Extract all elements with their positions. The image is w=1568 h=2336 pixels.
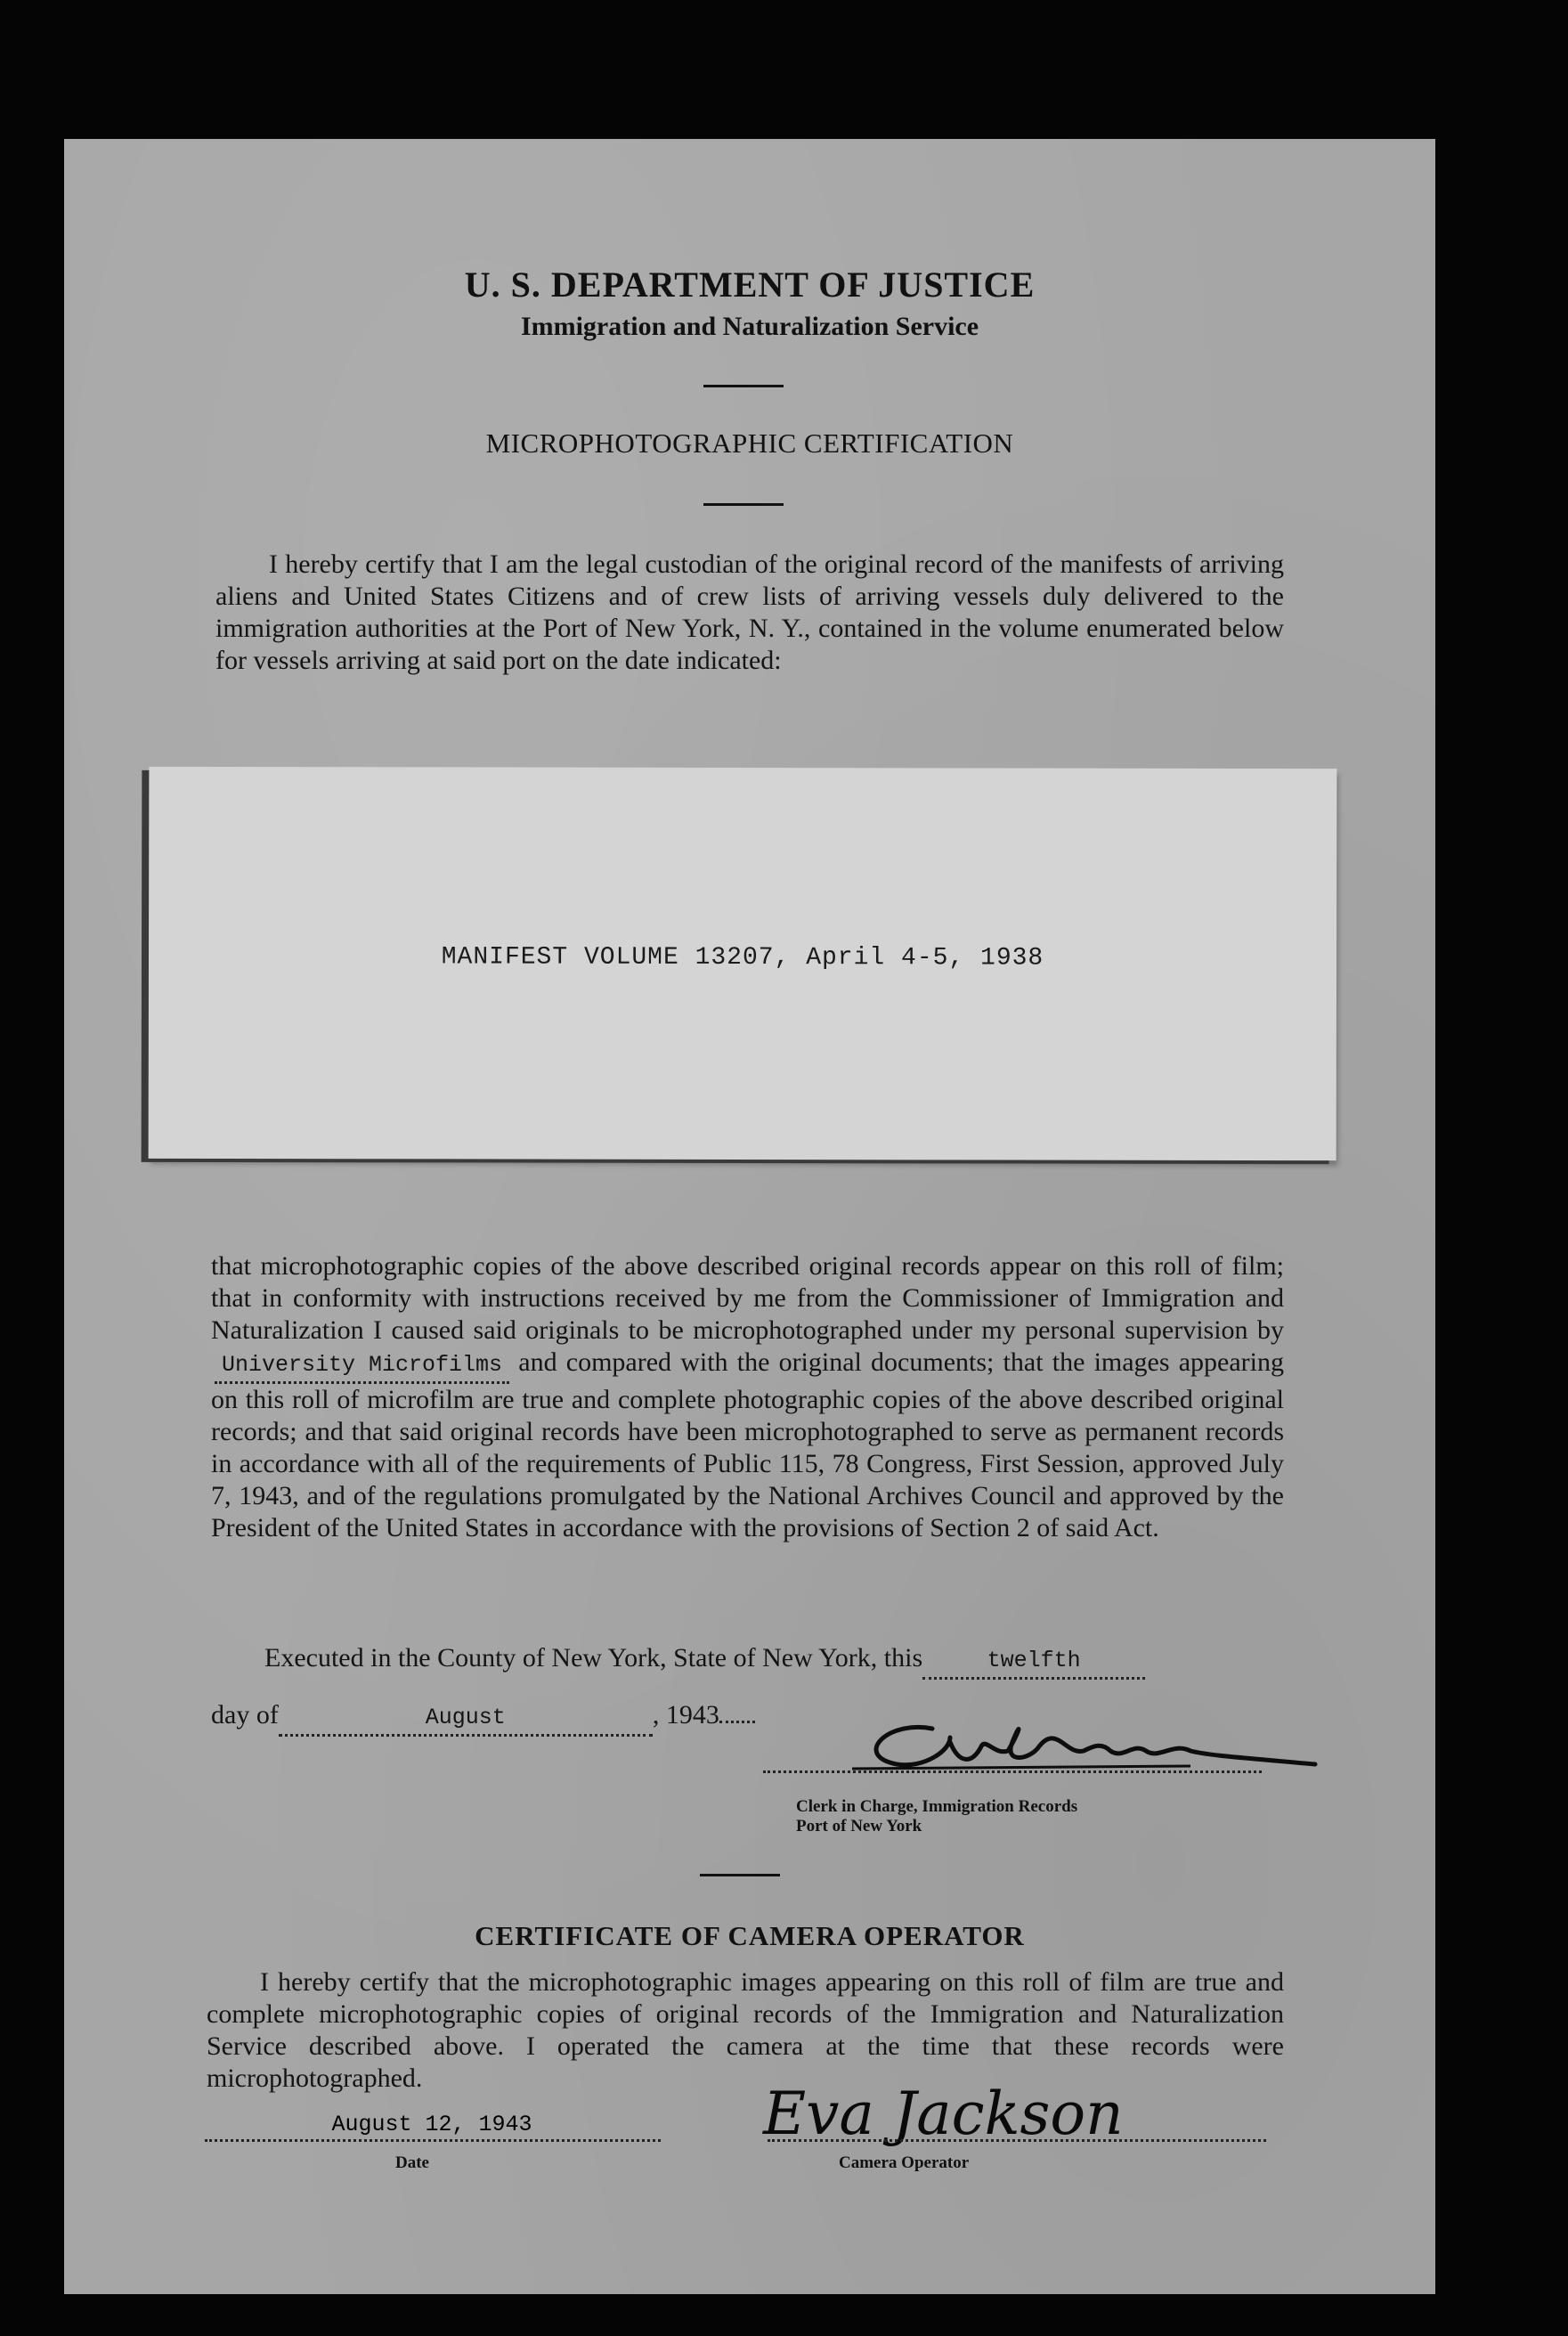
department-heading: U. S. DEPARTMENT OF JUSTICE — [464, 265, 1036, 305]
intro-text: I hereby certify that I am the legal custodian of the original record of the manifests of arriving aliens and United States Citizens and of crew lists of arriving vessels duly delivered to the immigration authorities at the Port of New York, N. Y., contained in the volume enumerated below for vessels arriving at said port on the date indicated: — [215, 549, 1284, 675]
operator-signature-image — [754, 2045, 1128, 2161]
day-value: twelfth — [987, 1648, 1081, 1673]
service-subheading: Immigration and Naturalization Service — [520, 312, 979, 341]
operator-signature-text: Eva Jackson — [763, 2080, 1124, 2148]
year-dots — [719, 1721, 755, 1723]
manifest-volume-slip — [149, 767, 1337, 1160]
intro-paragraph — [215, 549, 1284, 677]
clerk-title-line1: Clerk in Charge, Immigration Records — [796, 1797, 1078, 1816]
body-paragraph — [211, 1250, 1284, 1544]
date-line — [205, 2139, 661, 2142]
supervisor-value: University Microfilms — [222, 1352, 503, 1378]
camera-certificate-heading: CERTIFICATE OF CAMERA OPERATOR — [475, 1920, 1025, 1951]
executed-line — [264, 1642, 1288, 1680]
executed-text: Executed in the County of New York, State of New York, this — [264, 1643, 923, 1673]
operator-line — [768, 2139, 1266, 2142]
divider — [700, 1874, 780, 1876]
date-label: Date — [395, 2153, 429, 2172]
divider — [703, 503, 784, 506]
clerk-signature-line — [763, 1770, 1262, 1773]
month-value: August — [425, 1705, 506, 1730]
supervisor-field — [215, 1347, 509, 1384]
day-of-label: day of — [211, 1700, 279, 1730]
certificate-sheet — [64, 139, 1435, 2294]
clerk-title-line2: Port of New York — [796, 1817, 922, 1835]
body-text-part2: and compared with the original documents; that the images appearing on this roll of microfilm are true and complete photographic copies of the above described original records; and that said original records have been microphotographed to serve as permanent records in accordance with all of the requirements of Public 115, 78 Congress, First Session, approved July 7, 1943, and of the regulations promulgated by the National Archives Council and approved by the President of the United States in accordance with the provisions of Section 2 of said Act. — [211, 1347, 1284, 1542]
camera-text: I hereby certify that the microphotographic images appearing on this roll of film are true and complete microphotographic copies of original records of the Immigration and Naturalization Service described above. I operated the camera at the time that these records were microphotographed. — [207, 1967, 1284, 2093]
date-value: August 12, 1943 — [331, 2112, 532, 2137]
certification-title: MICROPHOTOGRAPHIC CERTIFICATION — [485, 427, 1014, 459]
month-field — [279, 1699, 653, 1737]
operator-label: Camera Operator — [839, 2153, 970, 2172]
divider — [703, 385, 784, 387]
day-field — [922, 1642, 1145, 1680]
body-text-part1: that microphotographic copies of the above described original records appear on this roll of film; that in conformity with instructions received by me from the Commissioner of Immigration and Naturalization I caused said originals to be microphotographed under my personal supervision by — [211, 1251, 1284, 1345]
manifest-volume-text: MANIFEST VOLUME 13207, April 4-5, 1938 — [441, 943, 1044, 973]
clerk-title — [796, 1797, 1077, 1836]
clerk-signature-image — [816, 1702, 1333, 1791]
body-text — [211, 1250, 1284, 1544]
date-field — [205, 2112, 659, 2137]
year-text: , 1943 — [652, 1700, 719, 1730]
